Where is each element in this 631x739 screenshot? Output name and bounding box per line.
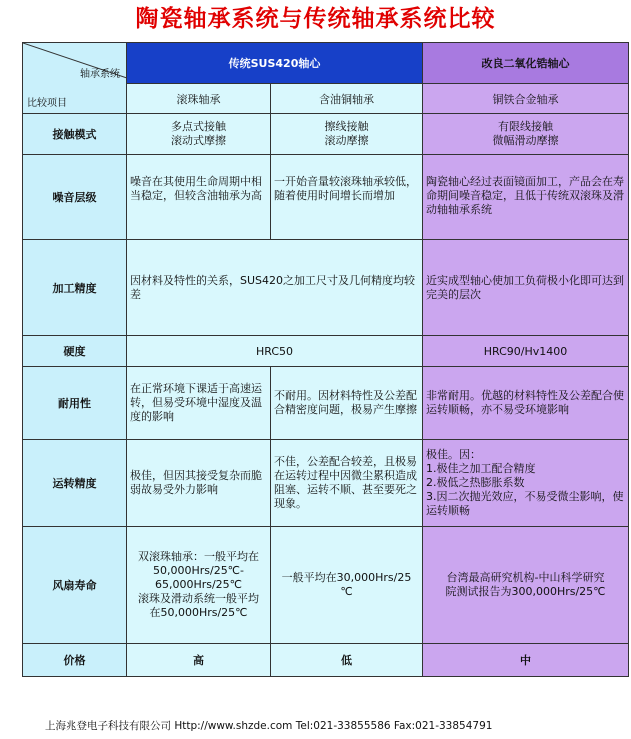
cell-line: 滚珠及滑动系统一般平均 [138, 592, 259, 605]
cell-life-improved [423, 527, 629, 644]
header-traditional: 传统SUS420轴心 [127, 43, 423, 84]
page-title: 陶瓷轴承系统与传统轴承系统比较 [135, 5, 496, 32]
row-label-noise: 噪音层级 [23, 155, 127, 240]
table-row [23, 240, 629, 336]
cell-line: 微幅滑动摩擦 [492, 134, 559, 147]
diag-label-system: 轴承系统 [80, 69, 120, 80]
cell-durability-oil: 不耐用。因材料特性及公差配合精密度问题，极易产生摩擦 [271, 367, 423, 440]
cell-contact-improved [423, 114, 629, 155]
cell-run-improved [423, 440, 629, 527]
cell-price-ball: 高 [127, 644, 271, 677]
table-row [23, 367, 629, 440]
cell-line: 一般平均在30,000Hrs/25 [281, 571, 412, 584]
row-label-precision: 加工精度 [23, 240, 127, 336]
cell-durability-improved: 非常耐用。优越的材料特性及公差配合使运转顺畅，亦不易受环境影响 [423, 367, 629, 440]
cell-run-oil: 不佳，公差配合较差，且极易在运转过程中因微尘累积造成阻塞、运转不顺、甚至要死之现象。 [271, 440, 423, 527]
cell-line: 在50,000Hrs/25℃ [149, 606, 248, 619]
cell-price-improved: 中 [423, 644, 629, 677]
cell-line: 有限线接触 [498, 120, 553, 133]
diag-label-item: 比较项目 [27, 98, 67, 109]
cell-hardness-improved: HRC90/Hv1400 [423, 336, 629, 367]
cell-line: 滚动摩擦 [324, 134, 369, 147]
comparison-table [22, 42, 629, 677]
cell-line: 2.极低之热膨胀系数 [426, 476, 525, 489]
sub-header-oil-copper: 含油铜轴承 [271, 84, 423, 114]
cell-line: 滚动式摩擦 [171, 134, 226, 147]
cell-line: 1.极佳之加工配合精度 [426, 462, 536, 475]
cell-price-oil: 低 [271, 644, 423, 677]
cell-line: ℃ [340, 585, 353, 598]
cell-hardness-traditional: HRC50 [127, 336, 423, 367]
cell-contact-ball [127, 114, 271, 155]
cell-line: 65,000Hrs/25℃ [154, 578, 243, 591]
cell-durability-ball: 在正常环境下课适于高速运转，但易受环境中湿度及温度的影响 [127, 367, 271, 440]
cell-noise-ball: 噪音在其使用生命周期中相当稳定，但较含油轴承为高 [127, 155, 271, 240]
cell-run-ball: 极佳，但因其接受复杂而脆弱故易受外力影响 [127, 440, 271, 527]
table-row [23, 527, 629, 644]
cell-line: 极佳。因： [426, 448, 481, 461]
table-row [23, 440, 629, 527]
cell-line: 擦线接触 [324, 120, 369, 133]
table-row [23, 114, 629, 155]
cell-noise-improved: 陶瓷轴心经过表面镜面加工，产品会在寿命期间噪音稳定，且低于传统双滚珠及滑动轴轴承系统 [423, 155, 629, 240]
cell-life-oil [271, 527, 423, 644]
table-row [23, 644, 629, 677]
sub-header-copper-iron: 铜铁合金轴承 [423, 84, 629, 114]
cell-precision-traditional: 因材料及特性的关系，SUS420之加工尺寸及几何精度均较差 [127, 240, 423, 336]
cell-line: 50,000Hrs/25℃- [152, 564, 245, 577]
table-row [23, 336, 629, 367]
cell-precision-improved: 近实成型轴心使加工负荷极小化即可达到完美的层次 [423, 240, 629, 336]
header-improved: 改良二氧化锆轴心 [423, 43, 629, 84]
cell-line: 3.因二次抛光效应，不易受微尘影响，使运转顺畅 [426, 490, 624, 517]
sub-header-ball: 滚珠轴承 [127, 84, 271, 114]
cell-life-ball [127, 527, 271, 644]
table-row [23, 155, 629, 240]
cell-line: 院测试报告为300,000Hrs/25℃ [445, 585, 606, 598]
row-label-durability: 耐用性 [23, 367, 127, 440]
cell-line: 台湾最高研究机构-中山科学研究 [446, 571, 605, 584]
row-label-contact: 接触模式 [23, 114, 127, 155]
cell-line: 双滚珠轴承：一般平均在 [138, 550, 259, 563]
cell-line: 多点式接触 [171, 120, 226, 133]
row-label-hardness: 硬度 [23, 336, 127, 367]
cell-noise-oil: 一开始音量较滚珠轴承较低，随着使用时间增长而增加 [271, 155, 423, 240]
footer-contact: 上海兆登电子科技有限公司 Http://www.shzde.com Tel:021-33855586 Fax:021-33854791 [45, 720, 493, 732]
cell-contact-oil [271, 114, 423, 155]
row-label-price: 价格 [23, 644, 127, 677]
diagonal-header-cell [23, 43, 127, 114]
row-label-run-precision: 运转精度 [23, 440, 127, 527]
row-label-life: 风扇寿命 [23, 527, 127, 644]
